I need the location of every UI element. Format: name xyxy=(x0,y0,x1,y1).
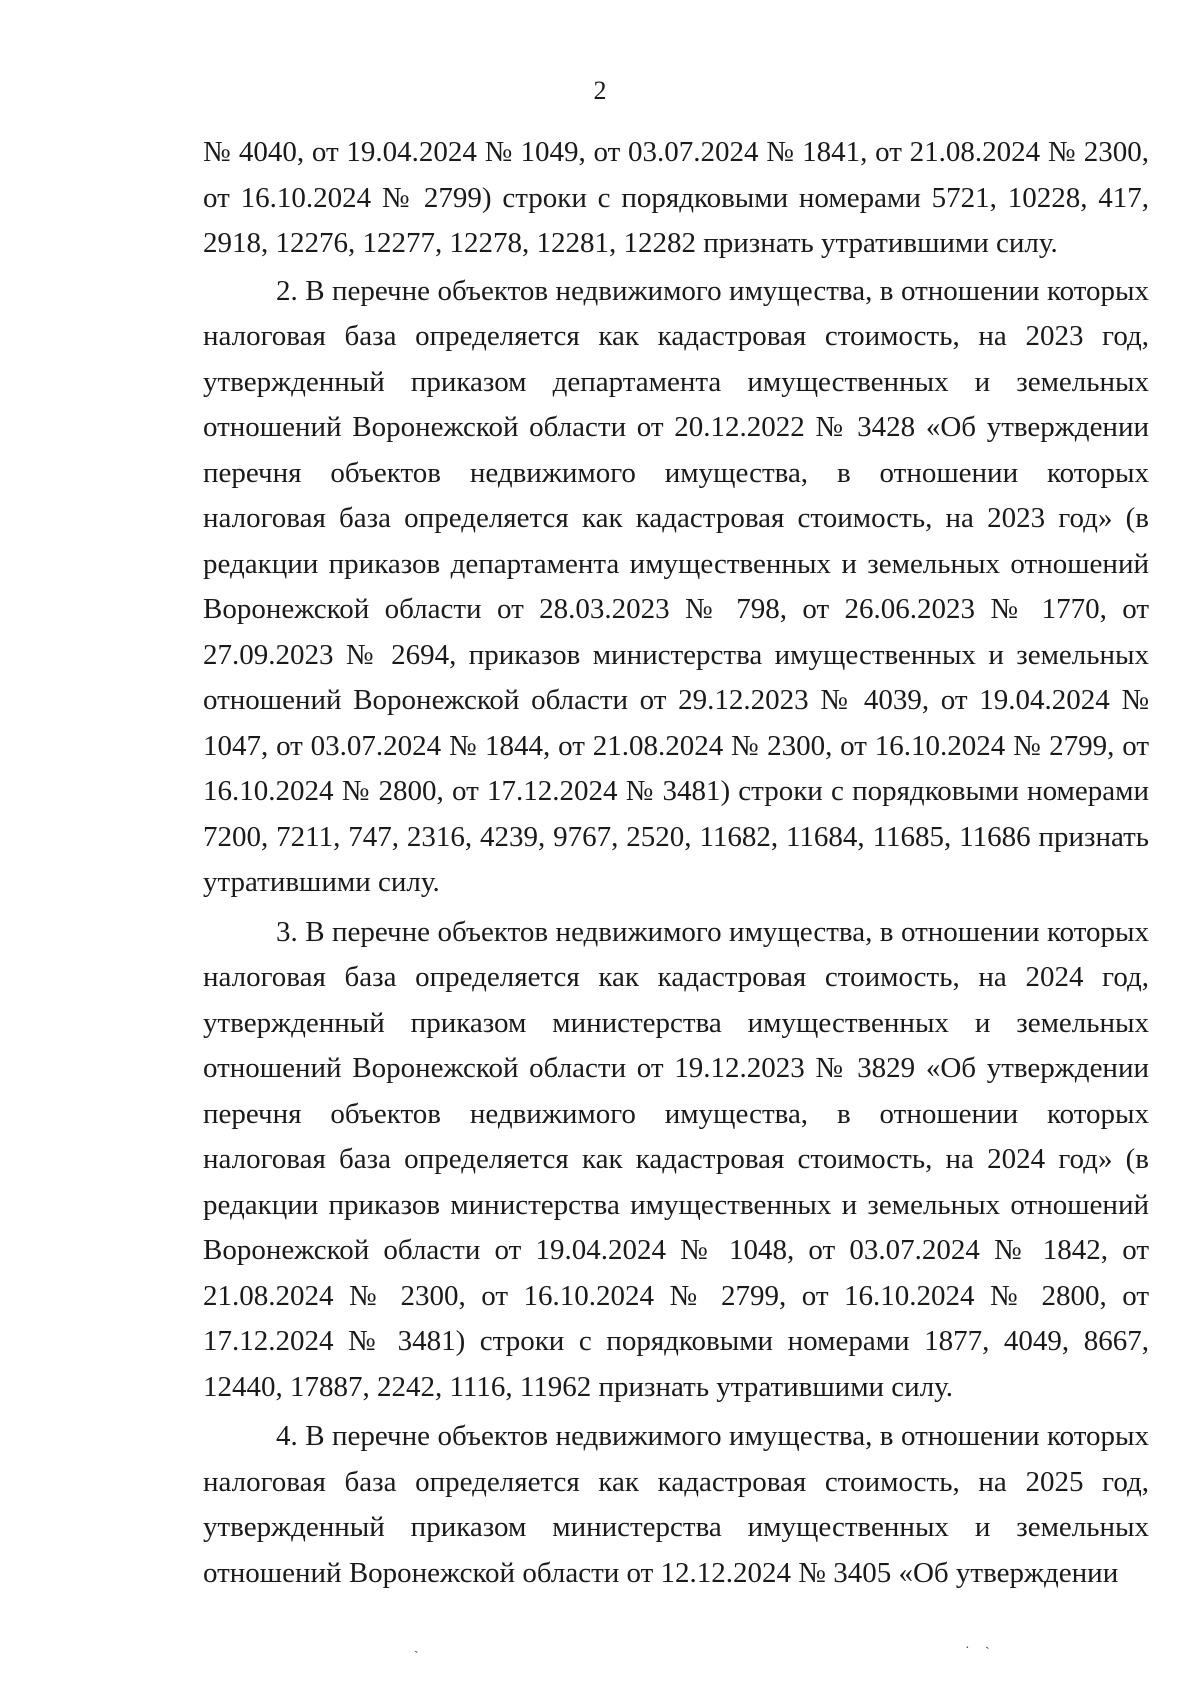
scan-speck: · xyxy=(965,1641,970,1656)
paragraph-item-3: 3. В перечне объектов недвижимого имущества, в отношении которых налоговая база определяется как кадастровая стоимость, на 2024 год, утвержденный приказом министерства имущественных и земельных отношений Воронежской области от 19.12.2023 № 3829 «Об утверждении перечня объектов недвижимого имущества, в отношении которых налоговая база определяется как кадастровая стоимость, на 2024 год» (в редакции приказов министерства имущественных и земельных отношений Воронежской области от 19.04.2024 № 1048, от 03.07.2024 № 1842, от 21.08.2024 № 2300, от 16.10.2024 № 2799, от 16.10.2024 № 2800, от 17.12.2024 № 3481) строки с порядковыми номерами 1877, 4049, 8667, 12440, 17887, 2242, 1116, 11962 признать утратившими силу. xyxy=(203,915,1149,1403)
document-body xyxy=(203,130,1149,1596)
page-number: 2 xyxy=(593,76,607,105)
paragraph-item-2: 2. В перечне объектов недвижимого имущества, в отношении которых налоговая база определяется как кадастровая стоимость, на 2023 год, утвержденный приказом департамента имущественных и земельных отношений Воронежской области от 20.12.2022 № 3428 «Об утверждении перечня объектов недвижимого имущества, в отношении которых налоговая база определяется как кадастровая стоимость, на 2023 год» (в редакции приказов департамента имущественных и земельных отношений Воронежской области от 28.03.2023 № 798, от 26.06.2023 № 1770, от 27.09.2023 № 2694, приказов министерства имущественных и земельных отношений Воронежской области от 29.12.2023 № 4039, от 19.04.2024 № 1047, от 03.07.2024 № 1844, от 21.08.2024 № 2300, от 16.10.2024 № 2799, от 16.10.2024 № 2800, от 17.12.2024 № 3481) строки с порядковыми номерами 7200, 7211, 747, 2316, 4239, 9767, 2520, 11682, 11684, 11685, 11686 признать утратившими силу. xyxy=(203,274,1149,898)
paragraph-item-4: 4. В перечне объектов недвижимого имущества, в отношении которых налоговая база определяется как кадастровая стоимость, на 2025 год, утвержденный приказом министерства имущественных и земельных отношений Воронежской области от 12.12.2024 № 3405 «Об утверждении xyxy=(203,1420,1149,1589)
scan-speck: ˎ xyxy=(985,1635,990,1650)
scan-speck: ˏ xyxy=(414,1639,419,1654)
paragraph-continuation: № 4040, от 19.04.2024 № 1049, от 03.07.2024 № 1841, от 21.08.2024 № 2300, от 16.10.2024 № 2799) строки с порядковыми номерами 5721, 10228, 417, 2918, 12276, 12277, 12278, 12281, 12282 признать утратившими силу. xyxy=(203,136,1149,259)
